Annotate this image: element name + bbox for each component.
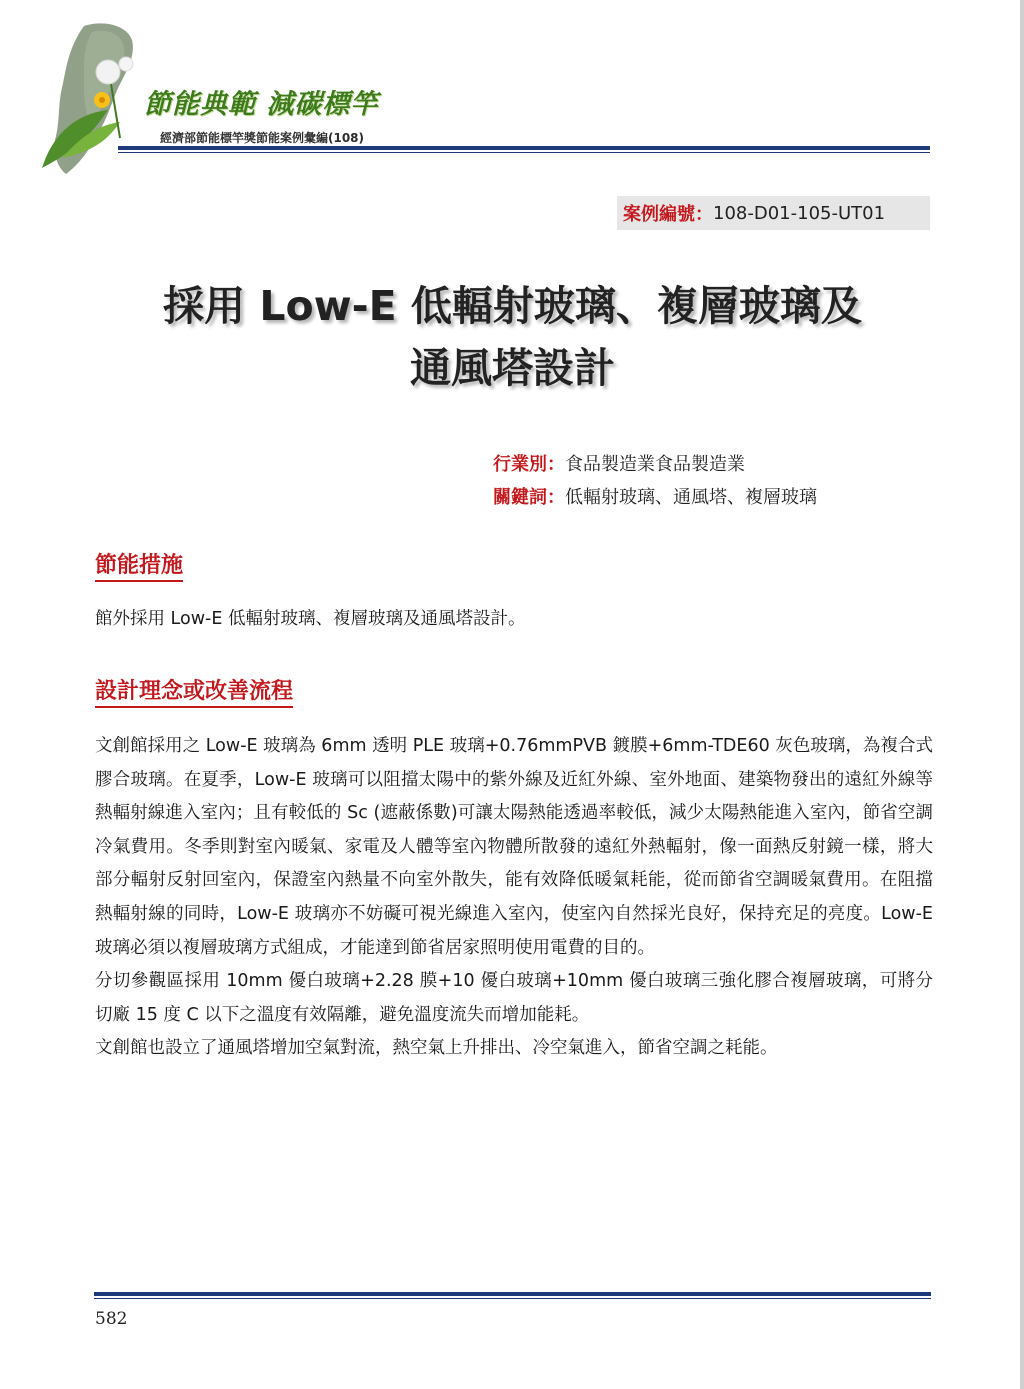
title-line-1: 採用 Low-E 低輻射玻璃、複層玻璃及 [163,282,862,330]
industry-value: 食品製造業食品製造業 [565,454,745,475]
industry-label: 行業別： [493,454,565,475]
footer-rule-thin [94,1298,931,1299]
measures-paragraph: 館外採用 Low-E 低輻射玻璃、複層玻璃及通風塔設計。 [95,609,526,629]
title-line-2: 通風塔設計 [410,344,615,392]
header-rule-thin [118,152,930,153]
footer-rule [94,1292,931,1296]
case-number-value: 108-D01-105-UT01 [713,202,886,224]
brand-title: 節能典範 減碳標竿 [144,89,379,120]
case-number-label: 案例編號： [623,204,713,225]
design-text [95,730,933,1066]
design-paragraph-2: 分切參觀區採用 10mm 優白玻璃+2.28 膜+10 優白玻璃+10mm 優白玻璃三強化膠合複層玻璃，可將分切廠 15 度 C 以下之溫度有效隔離，避免溫度流失而增加能耗。 [95,971,933,1025]
keywords-label: 關鍵詞： [493,487,565,508]
design-paragraph-3: 文創館也設立了通風塔增加空氣對流，熱空氣上升排出、冷空氣進入，節省空調之耗能。 [95,1038,778,1059]
brand-subtitle: 經濟部節能標竿獎節能案例彙編(108) [160,131,365,145]
page-edge-strip [1020,0,1024,1389]
header-rule [118,146,930,150]
keywords-row [493,483,817,509]
section-heading-measures: 節能措施 [95,548,183,582]
document-title [90,275,935,399]
industry-row [493,450,745,476]
page-number: 582 [95,1309,128,1329]
measures-text [95,603,933,637]
keywords-value: 低輻射玻璃、通風塔、複層玻璃 [565,487,817,508]
section-heading-design: 設計理念或改善流程 [95,674,293,708]
case-number-box [617,196,930,230]
design-paragraph-1: 文創館採用之 Low-E 玻璃為 6mm 透明 PLE 玻璃+0.76mmPVB 鍍膜+6mm-TDE60 灰色玻璃，為複合式膠合玻璃。在夏季，Low-E 玻璃可以阻擋太陽中的紫外線及近紅外線、室外地面、建築物發出的遠紅外線等熱輻射線進入室內；且有較低的 Sc (遮蔽係數)可讓太陽熱能透過率較低，減少太陽熱能進入室內，節省空調冷氣費用。冬季則對室內暖氣、家電及人體等室內物體所散發的遠紅外熱輻射，像一面熱反射鏡一樣，將大部分輻射反射回室內，保證室內熱量不向室外散失，能有效降低暖氣耗能，從而節省空調暖氣費用。在阻擋熱輻射線的同時，Low-E 玻璃亦不妨礙可視光線進入室內，使室內自然採光良好，保持充足的亮度。Low-E 玻璃必須以複層玻璃方式組成，才能達到節省居家照明使用電費的目的。 [95,736,933,958]
